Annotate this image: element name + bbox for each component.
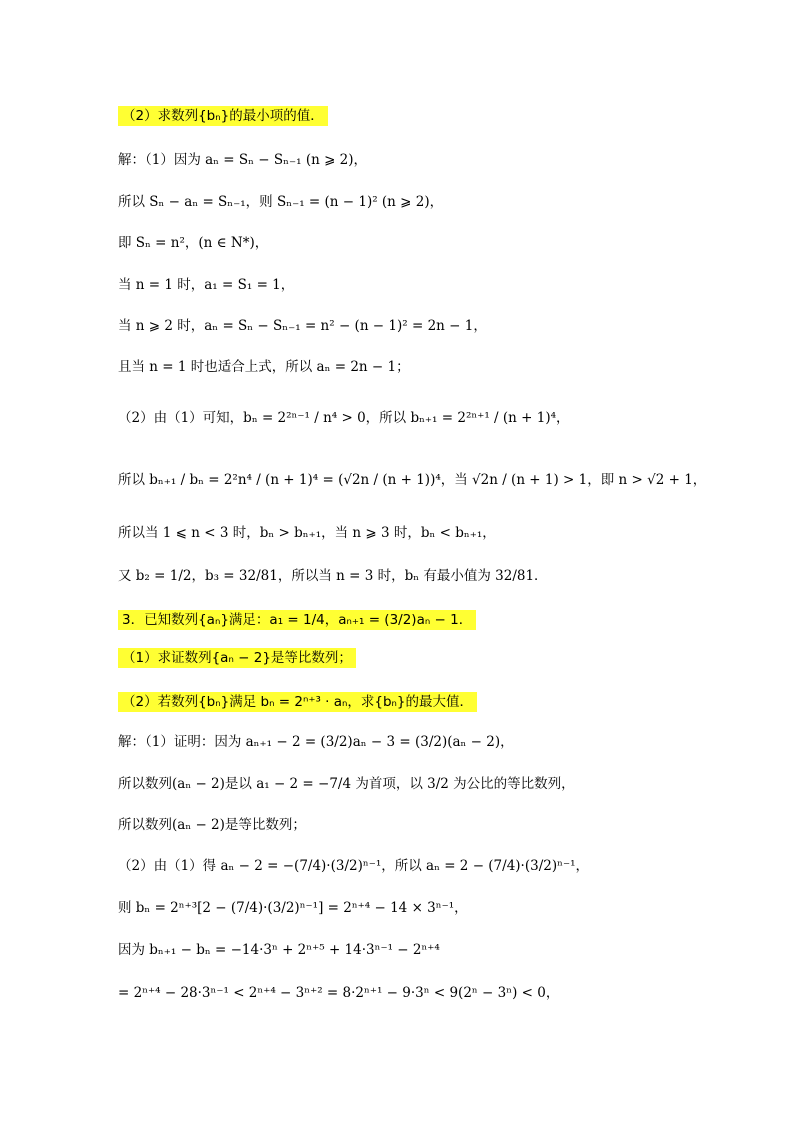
highlighted-text: （2）求数列{bₙ}的最小项的值． bbox=[118, 106, 328, 126]
highlighted-text: （2）若数列{bₙ}满足 bₙ = 2ⁿ⁺³ · aₙ，求{bₙ}的最大值． bbox=[118, 692, 477, 712]
question-2-heading bbox=[118, 106, 328, 126]
highlighted-text: （1）求证数列{aₙ − 2}是等比数列； bbox=[118, 648, 356, 668]
solution-3-line-2: 所以数列(aₙ − 2)是以 a₁ − 2 = −7/4 为首项，以 3/2 为公比的等比数列， bbox=[118, 776, 575, 792]
solution-3-line-7: = 2ⁿ⁺⁴ − 28·3ⁿ⁻¹ < 2ⁿ⁺⁴ − 3ⁿ⁺² = 8·2ⁿ⁺¹ − 9·3ⁿ < 9(2ⁿ − 3ⁿ) < 0， bbox=[118, 985, 560, 1001]
solution-line-5: 当 n ⩾ 2 时，aₙ = Sₙ − Sₙ₋₁ = n² − (n − 1)² = 2n − 1， bbox=[118, 318, 487, 334]
highlighted-text: 3．已知数列{aₙ}满足：a₁ = 1/4，aₙ₊₁ = (3/2)aₙ − 1． bbox=[118, 610, 476, 630]
solution-line-1: 解：（1）因为 aₙ = Sₙ − Sₙ₋₁ (n ⩾ 2)， bbox=[118, 152, 368, 168]
solution-line-9: 所以当 1 ⩽ n < 3 时，bₙ > bₙ₊₁，当 n ⩾ 3 时，bₙ < bₙ₊₁， bbox=[118, 525, 496, 541]
solution-3-line-6: 因为 bₙ₊₁ − bₙ = −14·3ⁿ + 2ⁿ⁺⁵ + 14·3ⁿ⁻¹ − 2ⁿ⁺⁴ bbox=[118, 942, 440, 958]
solution-line-8: 所以 bₙ₊₁ / bₙ = 2²n⁴ / (n + 1)⁴ = (√2n / (n + 1))⁴，当 √2n / (n + 1) > 1，即 n > √2 + 1， bbox=[118, 472, 707, 488]
solution-3-line-1: 解：（1）证明：因为 aₙ₊₁ − 2 = (3/2)aₙ − 3 = (3/2)(aₙ − 2)， bbox=[118, 734, 514, 750]
problem-3-part-2 bbox=[118, 692, 477, 712]
solution-line-10: 又 b₂ = 1/2，b₃ = 32/81，所以当 n = 3 时，bₙ 有最小值为 32/81． bbox=[118, 568, 548, 584]
solution-3-line-3: 所以数列(aₙ − 2)是等比数列； bbox=[118, 817, 306, 833]
problem-3-part-1 bbox=[118, 648, 356, 668]
solution-line-3: 即 Sₙ = n²，(n ∈ N*)， bbox=[118, 235, 269, 251]
solution-line-2: 所以 Sₙ − aₙ = Sₙ₋₁，则 Sₙ₋₁ = (n − 1)² (n ⩾ 2)， bbox=[118, 194, 444, 210]
problem-3-statement bbox=[118, 610, 476, 630]
solution-line-6: 且当 n = 1 时也适合上式，所以 aₙ = 2n − 1； bbox=[118, 359, 410, 375]
solution-3-line-4: （2）由（1）得 aₙ − 2 = −(7/4)·(3/2)ⁿ⁻¹，所以 aₙ = 2 − (7/4)·(3/2)ⁿ⁻¹， bbox=[118, 858, 589, 874]
solution-line-7: （2）由（1）可知，bₙ = 2²ⁿ⁻¹ / n⁴ > 0，所以 bₙ₊₁ = 2²ⁿ⁺¹ / (n + 1)⁴， bbox=[118, 410, 570, 426]
solution-3-line-5: 则 bₙ = 2ⁿ⁺³[2 − (7/4)·(3/2)ⁿ⁻¹] = 2ⁿ⁺⁴ − 14 × 3ⁿ⁻¹， bbox=[118, 900, 468, 916]
solution-line-4: 当 n = 1 时，a₁ = S₁ = 1， bbox=[118, 277, 295, 293]
